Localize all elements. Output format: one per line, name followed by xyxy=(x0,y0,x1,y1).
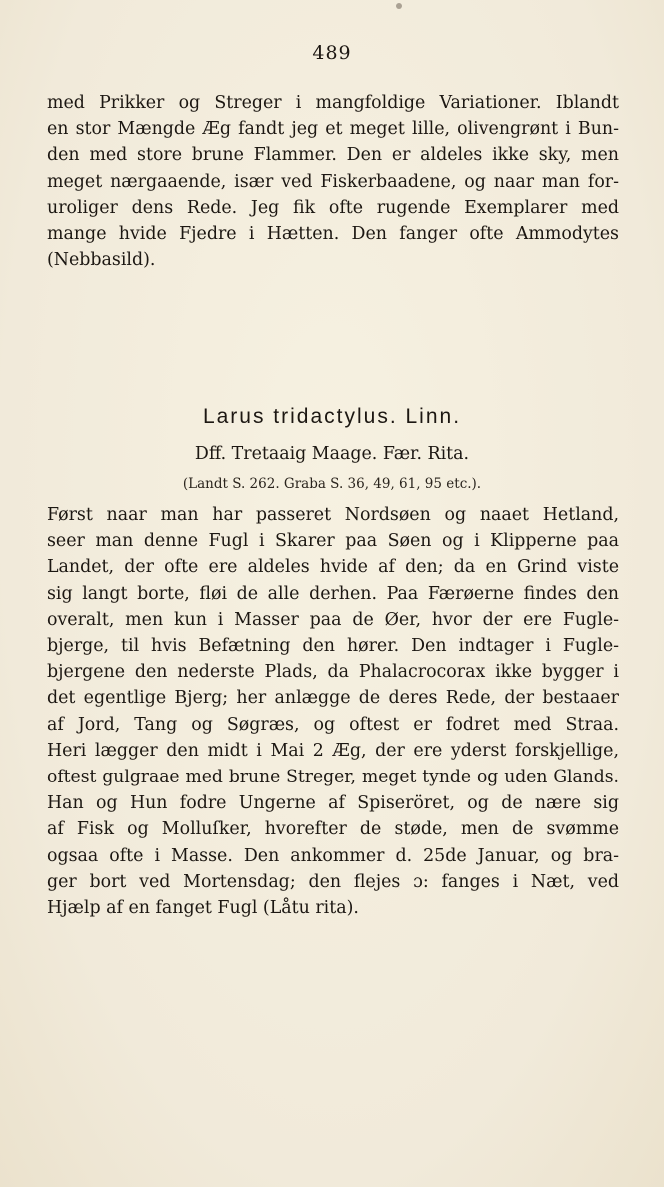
species-paragraph xyxy=(47,502,619,921)
text-line: oftest gulgraae med brune Streger, meget tynde og uden Glands. xyxy=(47,767,619,788)
ink-speck xyxy=(396,3,402,9)
text-line: en stor Mængde Æg fandt jeg et meget lille, olivengrønt i Bun- xyxy=(47,119,619,140)
text-line: Han og Hun fodre Ungerne af Spiseröret, og de nære sig xyxy=(47,793,619,814)
text-line: Først naar man har passeret Nordsøen og naaet Hetland, xyxy=(47,505,619,525)
references-line: (Landt S. 262. Graba S. 36, 49, 61, 95 etc.). xyxy=(182,476,482,492)
text-line: meget nærgaaende, især ved Fiskerbaadene, og naar man for- xyxy=(47,171,619,192)
text-line: bjerge, til hvis Befætning den hører. Den indtager i Fugle- xyxy=(47,636,619,657)
text-line: seer man denne Fugl i Skarer paa Søen og i Klipperne paa xyxy=(47,531,619,552)
paragraph-continuation xyxy=(47,90,619,273)
text-line: (Nebbasild). xyxy=(47,250,156,271)
text-line: ger bort ved Mortensdag; den flejes ɔ: fanges i Næt, ved xyxy=(47,871,619,892)
text-line: Landet, der ofte ere aldeles hvide af den; da en Grind viste xyxy=(47,557,619,578)
text-line: Hjælp af en fanget Fugl (Låtu rita). xyxy=(47,898,359,919)
text-line: sig langt borte, fløi de alle derhen. Paa Færøerne findes den xyxy=(47,583,619,604)
synonym-line: Dff. Tretaaig Maage. Fær. Rita. xyxy=(194,444,470,464)
text-line: overalt, men kun i Masser paa de Øer, hvor der ere Fugle- xyxy=(47,609,619,630)
page-number: 489 xyxy=(312,42,352,64)
species-heading: Larus tridactylus. Linn. xyxy=(202,405,462,428)
text-line: bjergene den nederste Plads, da Phalacrocorax ikke bygger i xyxy=(47,662,619,683)
text-line: ogsaa ofte i Masse. Den ankommer d. 25de Januar, og bra- xyxy=(47,845,619,866)
text-line: den med store brune Flammer. Den er aldeles ikke sky, men xyxy=(47,145,619,166)
text-line: det egentlige Bjerg; her anlægge de deres Rede, der bestaaer xyxy=(47,688,619,709)
text-line: mange hvide Fjedre i Hætten. Den fanger ofte Ammodytes xyxy=(47,224,619,245)
text-line: Heri lægger den midt i Mai 2 Æg, der ere yderst forskjellige, xyxy=(47,740,619,761)
text-line: af Jord, Tang og Søgræs, og oftest er fodret med Straa. xyxy=(47,714,619,735)
text-line: uroliger dens Rede. Jeg fik ofte rugende Exemplarer med xyxy=(47,197,619,218)
text-line: af Fisk og Molluſker, hvorefter de støde, men de svømme xyxy=(47,819,619,840)
text-line: med Prikker og Streger i mangfoldige Variationer. Iblandt xyxy=(47,93,619,113)
